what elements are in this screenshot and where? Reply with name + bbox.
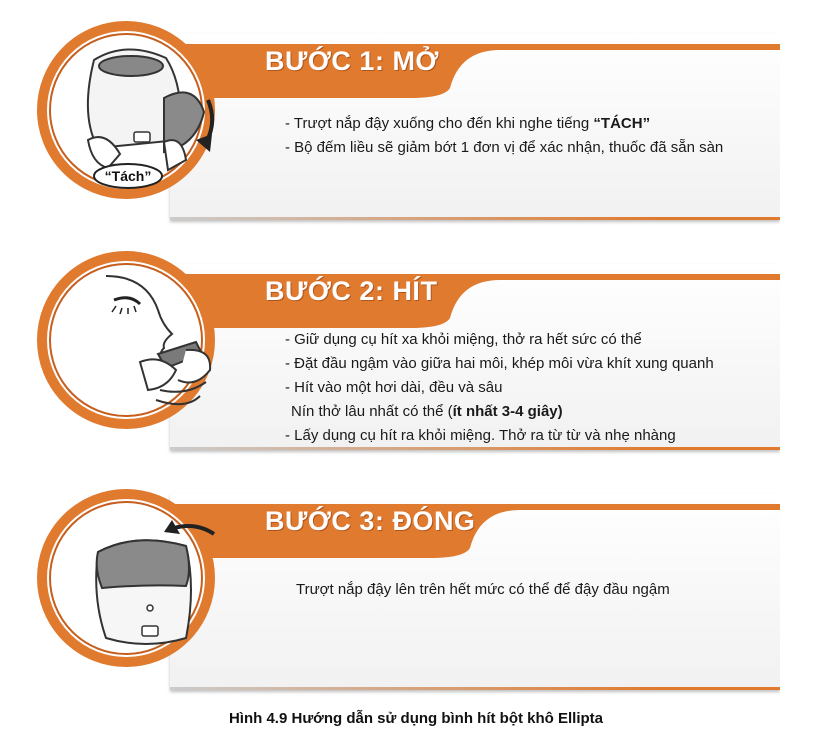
step-1 (0, 20, 780, 230)
instruction-line (285, 352, 780, 376)
step-3-title: BƯỚC 3: ĐÓNG (265, 506, 476, 536)
step-2 (0, 250, 780, 460)
instruction-text: - Đặt đầu ngậm vào giữa hai môi, khép môi vừa khít xung quanh (285, 355, 714, 372)
instruction-line (285, 112, 780, 136)
ribbon-shape (170, 40, 780, 98)
instruction-text: Trượt nắp đậy lên trên hết mức có thể để đậy đầu ngậm (296, 581, 670, 598)
instruction-text: - Lấy dụng cụ hít ra khỏi miệng. Thở ra từ từ và nhẹ nhàng (285, 427, 676, 444)
inhaler-open-icon (36, 20, 216, 200)
step-3 (0, 480, 780, 700)
step-2-title: BƯỚC 2: HÍT (265, 276, 438, 306)
instruction-line (285, 376, 780, 400)
instruction-line (285, 424, 780, 448)
instruction-text: - Giữ dụng cụ hít xa khỏi miệng, thở ra hết sức có thể (285, 331, 642, 348)
instruction-line (296, 578, 780, 602)
step-3-ribbon (170, 500, 780, 558)
instruction-text: - Trượt nắp đậy xuống cho đến khi nghe tiếng (285, 115, 594, 132)
instruction-bold: ít nhất 3-4 giây) (452, 403, 563, 420)
illustration-label: “Tách” (104, 168, 152, 184)
instruction-text: Nín thở lâu nhất có thể ( (291, 403, 453, 420)
step-1-instructions (285, 112, 780, 160)
step-1-title: BƯỚC 1: MỞ (265, 46, 439, 76)
figure-caption: Hình 4.9 Hướng dẫn sử dụng bình hít bột khô Ellipta (228, 710, 604, 727)
inhaler-inhale-icon (36, 250, 216, 430)
step-2-ribbon (170, 270, 780, 328)
step-2-instructions (285, 328, 780, 448)
ribbon-shape (170, 270, 780, 328)
instruction-text: - Hít vào một hơi dài, đều và sâu (285, 379, 503, 396)
instruction-text: - Bộ đếm liều sẽ giảm bớt 1 đơn vị để xác nhận, thuốc đã sẵn sàn (285, 139, 724, 156)
instruction-line (285, 328, 780, 352)
instruction-bold: “TÁCH” (593, 115, 651, 132)
step-1-ribbon (170, 40, 780, 98)
step-3-instructions (296, 578, 780, 602)
instruction-line (285, 136, 780, 160)
instruction-line (285, 400, 780, 424)
inhaler-close-icon (36, 488, 216, 668)
